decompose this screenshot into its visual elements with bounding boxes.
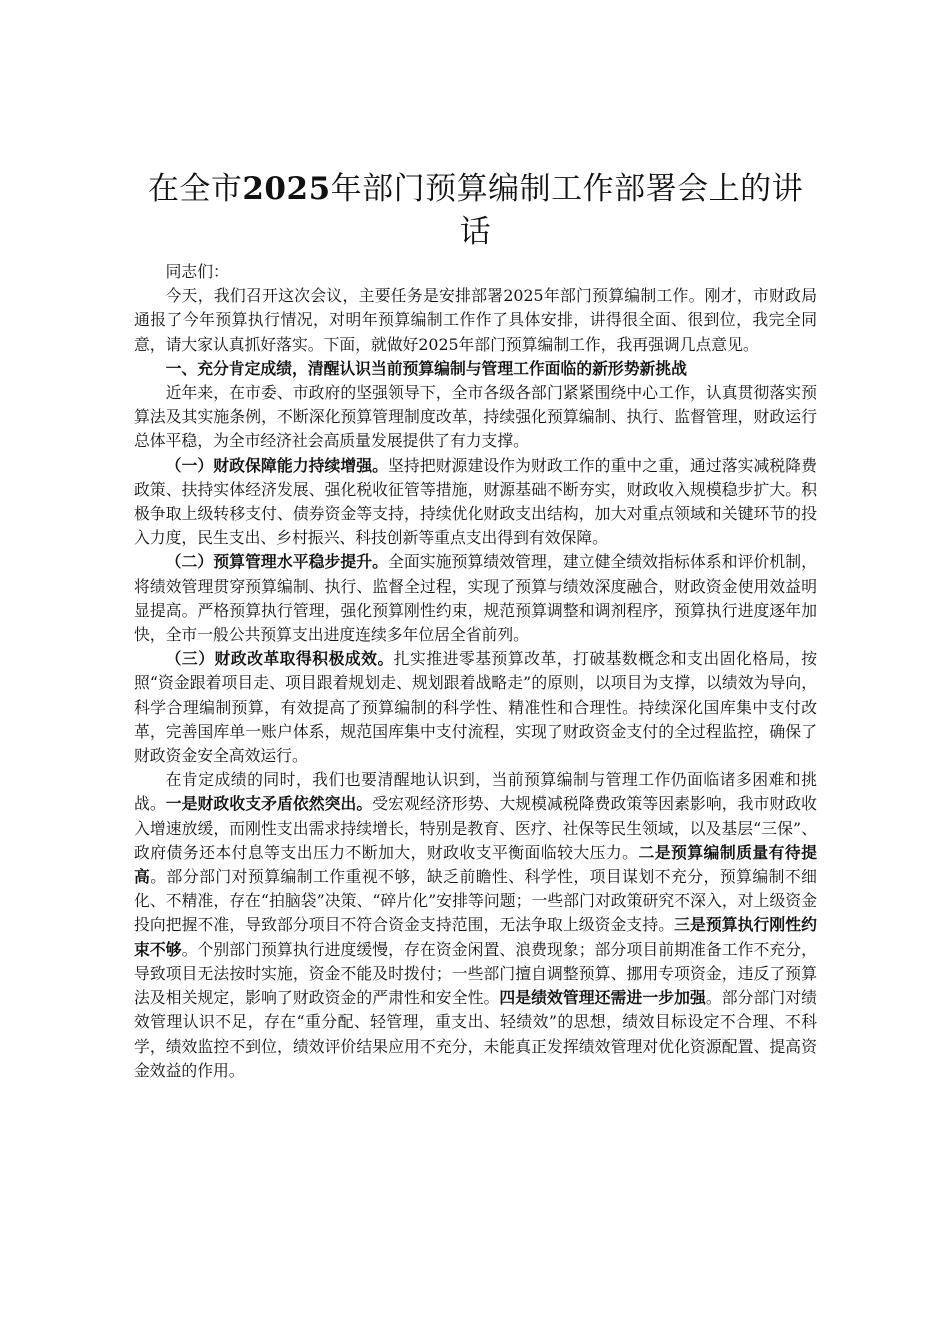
item-heading: （二）预算管理水平稳步提升。	[165, 552, 389, 572]
title-year: 2025	[242, 171, 331, 207]
item-text: 扎实推进零基预算改革，打破基数概念和支出固化格局，按照“资金跟着项目走、项目跟着规划走、规划跟着战略走”的原则，以项目为支撑，以绩效为导向，科学合理编制预算，有效提高了预算编制的科学性、精准性和合理性。持续深化国库集中支付改革，完善国库单一账户体系，规范国库集中支付流程，实现了财政资金支付的全过程监控，确保了财政资金安全高效运行。	[134, 649, 817, 766]
section-heading: 一、充分肯定成绩，清醒认识当前预算编制与管理工作面临的新形势新挑战	[165, 358, 687, 378]
document-title	[134, 168, 817, 254]
item-heading: （三）财政改革取得积极成效。	[165, 649, 394, 669]
challenges-paragraph	[134, 768, 817, 1083]
challenge-text-1: 受宏观经济形势、大规模减税降费政策等因素影响，我市财政收入增速放缓，而刚性支出需求持续增长，特别是教育、医疗、社保等民生领域，以及基层“三保”、政府债务还本付息等支出压力不断加大，财政收支平衡面临较大压力。	[134, 794, 817, 862]
item-heading: （一）财政保障能力持续增强。	[165, 455, 389, 475]
item-paragraph-3	[134, 647, 817, 768]
item-text: 坚持把财源建设作为财政工作的重中之重，通过落实减税降费政策、扶持实体经济发展、强化税收征管等措施，财源基础不断夯实，财政收入规模稳步扩大。积极争取上级转移支付、债券资金等支持，持续优化财政支出结构，加大对重点领域和关键环节的投入力度，民生支出、乡村振兴、科技创新等重点支出得到有效保障。	[134, 455, 817, 548]
document-body	[134, 260, 817, 1083]
challenge-heading-4: 四是绩效管理还需进一步加强	[499, 988, 706, 1008]
item-paragraph-1	[134, 454, 817, 551]
title-prefix: 在全市	[147, 171, 243, 207]
challenge-text-4: 。部分部门对绩效管理认识不足，存在“重分配、轻管理，重支出、轻绩效”的思想，绩效目标设定不合理、不科学，绩效监控不到位，绩效评价结果应用不充分，未能真正发挥绩效管理对优化资源配置、提高资金效益的作用。	[134, 988, 817, 1080]
challenge-text-2: 。部分部门对预算编制工作重视不够，缺乏前瞻性、科学性，项目谋划不充分，预算编制不细化、不精准，存在“拍脑袋”决策、“碎片化”安排等问题；一些部门对政策研究不深入，对上级资金投向把握不准，导致部分项目不符合资金支持范围，无法争取上级资金支持。	[134, 867, 817, 935]
challenges-lead: 在肯定成绩的同时，我们也要清醒地认识到，当前预算编制与管理工作仍面临诸多困难和挑战。	[134, 770, 817, 814]
challenge-heading-3: 三是预算执行刚性约束不够	[134, 915, 817, 959]
challenge-text-3: 。个别部门预算执行进度缓慢，存在资金闲置、浪费现象；部分项目前期准备工作不充分，导致项目无法按时实施，资金不能及时拨付；一些部门擅自调整预算、挪用专项资金，违反了预算法及相关规定，影响了财政资金的严肃性和安全性。	[134, 939, 817, 1008]
item-paragraph-2	[134, 550, 817, 647]
item-text: 全面实施预算绩效管理，建立健全绩效指标体系和评价机制，将绩效管理贯穿预算编制、执行、监督全过程，实现了预算与绩效深度融合，财政资金使用效益明显提高。严格预算执行管理，强化预算刚性约束，规范预算调整和调剂程序，预算执行进度逐年加快，全市一般公共预算支出进度连续多年位居全省前列。	[134, 552, 817, 645]
title-suffix: 年部门预算编制工作部署会上的讲话	[330, 171, 804, 250]
section-lead-paragraph: 近年来，在市委、市政府的坚强领导下，全市各级各部门紧紧围绕中心工作，认真贯彻落实预算法及其实施条例，不断深化预算管理制度改革，持续强化预算编制、执行、监督管理，财政运行总体平稳，为全市经济社会高质量发展提供了有力支撑。	[134, 383, 817, 451]
challenge-heading-2: 二是预算编制质量有待提高	[134, 842, 817, 887]
challenge-heading-1: 一是财政收支矛盾依然突出。	[165, 794, 373, 814]
salutation: 同志们：	[165, 262, 229, 281]
intro-paragraph: 今天，我们召开这次会议，主要任务是安排部署2025年部门预算编制工作。刚才，市财政局通报了今年预算执行情况，对明年预算编制工作作了具体安排，讲得很全面、很到位，我完全同意，请大家认真抓好落实。下面，就做好2025年部门预算编制工作，我再强调几点意见。	[134, 286, 817, 354]
